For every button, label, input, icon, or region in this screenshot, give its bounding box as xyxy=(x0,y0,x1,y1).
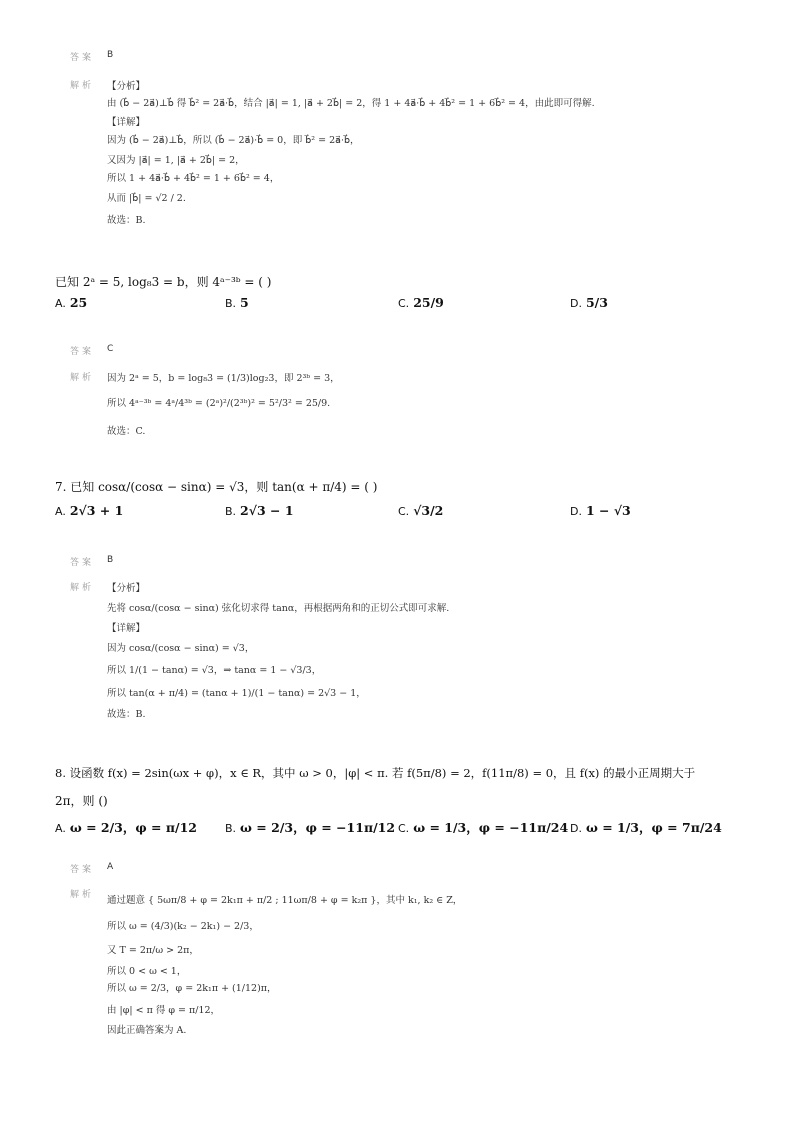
option-c[interactable] xyxy=(398,295,444,310)
analysis-line: 故选：B. xyxy=(107,215,146,226)
analysis-line: 因此正确答案为 A. xyxy=(107,1025,187,1036)
question-stem-line2: 2π，则 () xyxy=(55,794,108,808)
question-stem: 已知 2ᵃ = 5, log₈3 = b，则 4ᵃ⁻³ᵇ = ( ) xyxy=(55,275,272,289)
analysis-line: 故选：C. xyxy=(107,426,146,437)
option-key: D. xyxy=(570,822,582,835)
option-key: A. xyxy=(55,297,66,310)
analysis-line: 所以 tan(α + π/4) = (tanα + 1)/(1 − tanα) = 2√3 − 1， xyxy=(107,688,366,699)
answer-label: 答案 xyxy=(70,558,95,568)
answer-value: C xyxy=(107,344,114,354)
option-key: C. xyxy=(398,822,410,835)
option-text: 25 xyxy=(69,295,88,310)
analysis-line: 所以 ω = 2/3，φ = 2k₁π + (1/12)π， xyxy=(107,983,277,994)
answer-value: B xyxy=(107,50,114,60)
analysis-line: 通过题意 { 5ωπ/8 + φ = 2k₁π + π/2 ; 11ωπ/8 + φ = k₂π }，其中 k₁, k₂ ∈ Z， xyxy=(107,895,463,906)
analysis-line: 故选：B. xyxy=(107,709,146,720)
option-key: D. xyxy=(570,297,582,310)
analysis-line: 又因为 |a⃗| = 1, |a⃗ + 2b⃗| = 2， xyxy=(107,155,245,166)
question-stem: 7. 已知 cosα/(cosα − sinα) = √3，则 tan(α + π/4) = ( ) xyxy=(55,480,378,494)
analysis-line: 所以 ω = (4/3)(k₂ − 2k₁) − 2/3， xyxy=(107,921,259,932)
answer-label: 答案 xyxy=(70,347,95,357)
option-key: A. xyxy=(55,505,66,518)
option-a[interactable] xyxy=(55,818,197,836)
analysis-line: 【分析】 xyxy=(107,81,146,92)
option-text: ω = 2/3，φ = −11π/12 xyxy=(240,820,396,835)
analysis-line: 【详解】 xyxy=(107,623,146,634)
answer-value: B xyxy=(107,555,114,565)
option-key: A. xyxy=(55,822,66,835)
option-d[interactable] xyxy=(570,818,722,836)
option-text: ω = 1/3，φ = −11π/24 xyxy=(413,820,569,835)
option-text: 2√3 − 1 xyxy=(240,503,294,518)
option-key: B. xyxy=(225,822,237,835)
analysis-line: 所以 0 < ω < 1， xyxy=(107,966,187,977)
analysis-line: 因为 (b⃗ − 2a⃗)⊥b⃗，所以 (b⃗ − 2a⃗)·b⃗ = 0，即 b⃗² = 2a⃗·b⃗， xyxy=(107,135,360,146)
analysis-line: 因为 cosα/(cosα − sinα) = √3， xyxy=(107,643,255,654)
analysis-label: 解析 xyxy=(70,81,95,91)
option-a[interactable] xyxy=(55,295,87,310)
option-text: 5/3 xyxy=(585,295,608,310)
analysis-line: 由 (b⃗ − 2a⃗)⊥b⃗ 得 b⃗² = 2a⃗·b⃗，结合 |a⃗| = 1, |a⃗ + 2b⃗| = 2，得 1 + 4a⃗·b⃗ + 4b⃗² = 1 + 6b⃗² = 4，由此即可得解. xyxy=(107,98,595,109)
analysis-label: 解析 xyxy=(70,583,95,593)
option-c[interactable] xyxy=(398,818,568,836)
option-text: 25/9 xyxy=(413,295,444,310)
option-d[interactable] xyxy=(570,295,608,310)
option-text: ω = 1/3，φ = 7π/24 xyxy=(585,820,722,835)
option-key: B. xyxy=(225,297,237,310)
option-text: ω = 2/3，φ = π/12 xyxy=(69,820,197,835)
option-b[interactable] xyxy=(225,295,249,310)
option-key: C. xyxy=(398,297,410,310)
analysis-line: 所以 1/(1 − tanα) = √3，⇒ tanα = 1 − √3/3， xyxy=(107,665,322,676)
analysis-line: 所以 4ᵃ⁻³ᵇ = 4ᵃ/4³ᵇ = (2ᵃ)²/(2³ᵇ)² = 5²/3² = 25/9. xyxy=(107,398,331,409)
option-c[interactable] xyxy=(398,503,443,518)
analysis-line: 又 T = 2π/ω > 2π， xyxy=(107,945,199,956)
analysis-line: 因为 2ᵃ = 5，b = log₈3 = (1/3)log₂3，即 2³ᵇ = 3， xyxy=(107,373,340,384)
analysis-line: 先将 cosα/(cosα − sinα) 弦化切求得 tanα，再根据两角和的正切公式即可求解. xyxy=(107,603,450,614)
option-text: 2√3 + 1 xyxy=(69,503,124,518)
option-text: √3/2 xyxy=(413,503,444,518)
option-d[interactable] xyxy=(570,503,631,518)
answer-value: A xyxy=(107,862,114,872)
answer-label: 答案 xyxy=(70,865,95,875)
option-text: 5 xyxy=(240,295,249,310)
option-text: 1 − √3 xyxy=(585,503,631,518)
analysis-line: 【分析】 xyxy=(107,583,146,594)
option-key: C. xyxy=(398,505,410,518)
option-b[interactable] xyxy=(225,818,395,836)
question-stem-line1: 8. 设函数 f(x) = 2sin(ωx + φ)，x ∈ R，其中 ω > 0，|φ| < π. 若 f(5π/8) = 2，f(11π/8) = 0，且 f(x) 的最小正周期大于 xyxy=(55,766,696,780)
analysis-line: 所以 1 + 4a⃗·b⃗ + 4b⃗² = 1 + 6b⃗² = 4， xyxy=(107,173,280,184)
analysis-line: 由 |φ| < π 得 φ = π/12， xyxy=(107,1005,221,1016)
analysis-label: 解析 xyxy=(70,373,95,383)
analysis-line: 从而 |b⃗| = √2 / 2. xyxy=(107,193,186,204)
option-b[interactable] xyxy=(225,503,294,518)
analysis-line: 【详解】 xyxy=(107,117,146,128)
option-key: B. xyxy=(225,505,237,518)
answer-label: 答案 xyxy=(70,53,95,63)
option-key: D. xyxy=(570,505,582,518)
option-a[interactable] xyxy=(55,503,123,518)
analysis-label: 解析 xyxy=(70,890,95,900)
